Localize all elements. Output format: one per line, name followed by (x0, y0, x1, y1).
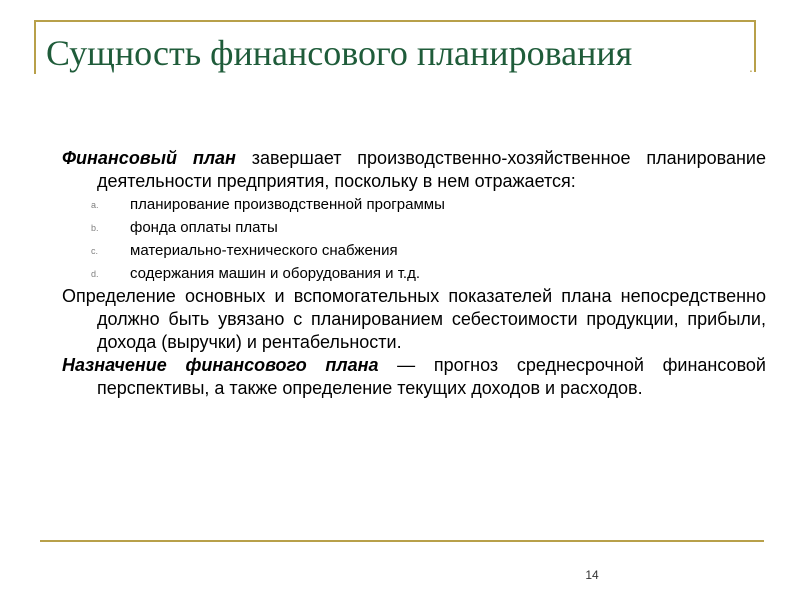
top-border-line (34, 20, 756, 22)
paragraph-indicators: Определение основных и вспомогательных показателей плана непосредственно должно быть увязано с планированием себестоимости продукции, прибыли, дохода (выручки) и рентабельности. (62, 286, 766, 352)
list-item-text: содержания машин и оборудования и т.д. (130, 265, 420, 282)
paragraph-lead: Финансовый план (62, 148, 236, 168)
plan-components-list (62, 193, 766, 285)
paragraph-plan-purpose (62, 354, 766, 400)
list-marker: a. (91, 200, 99, 210)
list-marker: c. (91, 246, 99, 256)
list-item-text: фонда оплаты платы (130, 219, 278, 236)
right-border-line (754, 20, 756, 72)
paragraph-lead: Назначение финансового плана (62, 355, 379, 375)
list-item (62, 193, 766, 216)
paragraph-text: — прогноз среднесрочной финансовой перспективы, а также определение текущих доходов и расходов. (97, 355, 766, 398)
list-item (62, 216, 766, 239)
list-item-text: материально-технического снабжения (130, 242, 398, 259)
page-number: 14 (585, 568, 599, 582)
list-marker: d. (91, 269, 99, 279)
slide-body (62, 147, 766, 400)
paragraph-financial-plan (62, 147, 766, 193)
list-item-text: планирование производственной программы (130, 196, 445, 213)
paragraph-text: завершает производственно-хозяйственное планирование деятельности предприятия, поскольку в нем отражается: (97, 148, 766, 191)
corner-mark: . (749, 59, 753, 75)
list-marker: b. (91, 223, 99, 233)
list-item (62, 262, 766, 285)
bottom-border-line (40, 540, 764, 542)
left-border-line (34, 20, 36, 74)
list-item (62, 239, 766, 262)
slide-title: Сущность финансового планирования (46, 33, 633, 73)
